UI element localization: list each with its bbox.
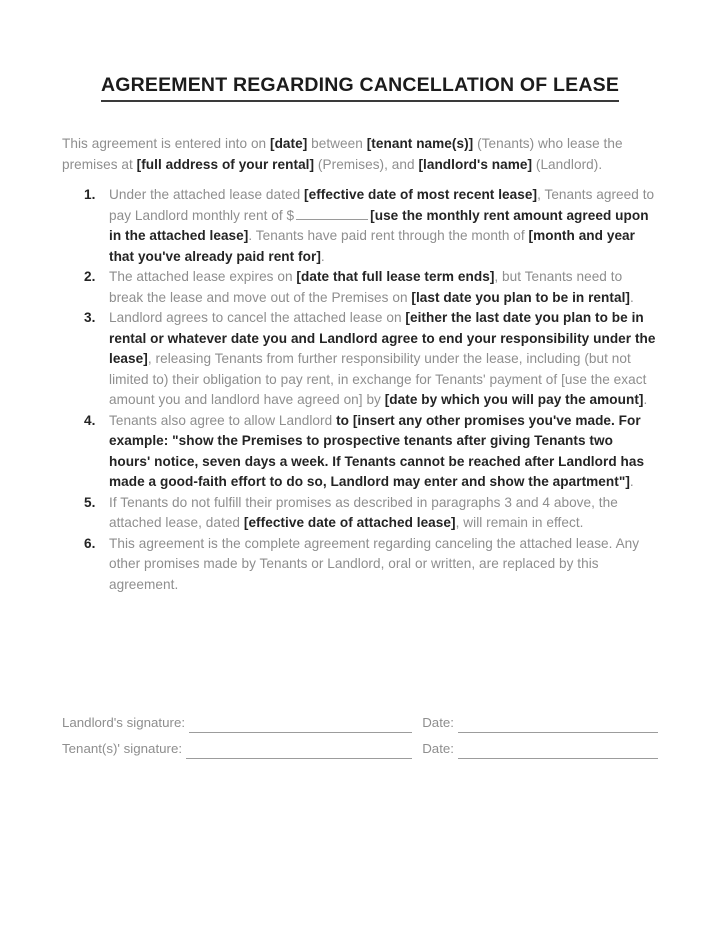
clause-item-4 (62, 411, 658, 493)
clause-1-text-2: , Tenants agreed to pay Landlord monthly rent of $ (109, 187, 655, 223)
clause-4-text-1: Tenants also agree to allow Landlord (109, 412, 337, 428)
clause-item-2 (62, 267, 658, 308)
clause-1-placeholder-lease-date: [effective date of most recent lease] (304, 187, 538, 202)
tenant-signature-field[interactable] (186, 743, 412, 759)
clause-1-text-3: . Tenants have paid rent through the month of (248, 228, 529, 243)
clause-4-placeholder-other-promises: to [insert any other promises you've made. For example: "show the Premises to prospective tenants after giving Tenants two hours' notice, seven days a week. If Tenants cannot be reached after Landlord has made a good-faith effort to do so, Landlord may enter and show the apartment"] (109, 412, 645, 489)
clause-4-text-2: . (629, 474, 634, 489)
landlord-signature-field[interactable] (189, 717, 412, 733)
landlord-date-label: Date: (422, 715, 454, 730)
clause-5-placeholder-attached-lease-date: [effective date of attached lease] (243, 515, 456, 530)
intro-placeholder-date: [date] (270, 136, 308, 151)
intro-segment-4: (Premises), and (314, 156, 419, 172)
clause-item-6 (62, 534, 658, 596)
clause-2-text-2: , but Tenants need to break the lease and move out of the Premises on (109, 269, 623, 305)
intro-segment-2: between (307, 136, 367, 151)
landlord-signature-label: Landlord's signature: (62, 715, 186, 730)
tenant-signature-row (62, 738, 658, 759)
clause-list (62, 185, 658, 595)
tenant-signature-label: Tenant(s)' signature: (62, 741, 183, 756)
clause-3-text-1: Landlord agrees to cancel the attached lease on (109, 310, 406, 325)
clause-2-text-1: The attached lease expires on (109, 269, 297, 284)
clause-3-placeholder-cancel-date: [either the last date you plan to be in rental or whatever date you and Landlord agree to end your responsibility under the lease] (109, 310, 656, 366)
intro-placeholder-tenant-name: [tenant name(s)] (366, 136, 474, 151)
intro-placeholder-address: [full address of your rental] (136, 156, 315, 172)
clause-3-text-3: . (643, 392, 648, 407)
document-body (62, 74, 658, 595)
clause-1-text-4: . (320, 248, 325, 264)
clause-2-text-3: . (629, 289, 634, 305)
clause-item-1 (62, 185, 658, 267)
intro-placeholder-landlord-name: [landlord's name] (418, 156, 533, 172)
rent-amount-blank (296, 207, 368, 220)
clause-5-text-2: , will remain in effect. (455, 515, 584, 530)
landlord-signature-row (62, 712, 658, 733)
clause-5-text-1: If Tenants do not fulfill their promises as described in paragraphs 3 and 4 above, the attached lease, dated (109, 494, 618, 530)
clause-item-3 (62, 308, 658, 411)
intro-segment-5: (Landlord). (532, 156, 603, 172)
intro-segment-1: This agreement is entered into on (62, 136, 270, 151)
page-title-text: AGREEMENT REGARDING CANCELLATION OF LEASE (101, 74, 619, 102)
intro-segment-3: (Tenants) who lease the premises at (62, 136, 623, 172)
page-title (62, 74, 658, 104)
clause-1-placeholder-paid-through: [month and year that you've already paid rent for] (109, 228, 636, 264)
clause-3-placeholder-payment-date: [date by which you will pay the amount] (384, 392, 644, 407)
tenant-date-label: Date: (422, 741, 454, 756)
clause-6-text-1: This agreement is the complete agreement regarding canceling the attached lease. Any other promises made by Tenants or Landlord, oral or written, are replaced by this agreement. (109, 535, 640, 592)
clause-1-placeholder-rent-amount: [use the monthly rent amount agreed upon in the attached lease] (109, 207, 649, 243)
signature-block (62, 712, 658, 764)
landlord-date-field[interactable] (458, 717, 658, 733)
clause-2-placeholder-lease-end: [date that full lease term ends] (296, 269, 495, 284)
clause-2-placeholder-moveout-date: [last date you plan to be in rental] (411, 289, 630, 305)
intro-paragraph (62, 134, 658, 175)
clause-3-text-2: , releasing Tenants from further responsibility under the lease, including (but not limited to) their obligation to pay rent, in exchange for Tenants' payment of [use the exact amount you and landlord have agreed on] by (109, 351, 647, 407)
clause-item-5 (62, 493, 658, 534)
clause-1-text-1: Under the attached lease dated (109, 187, 305, 202)
tenant-date-field[interactable] (458, 743, 658, 759)
